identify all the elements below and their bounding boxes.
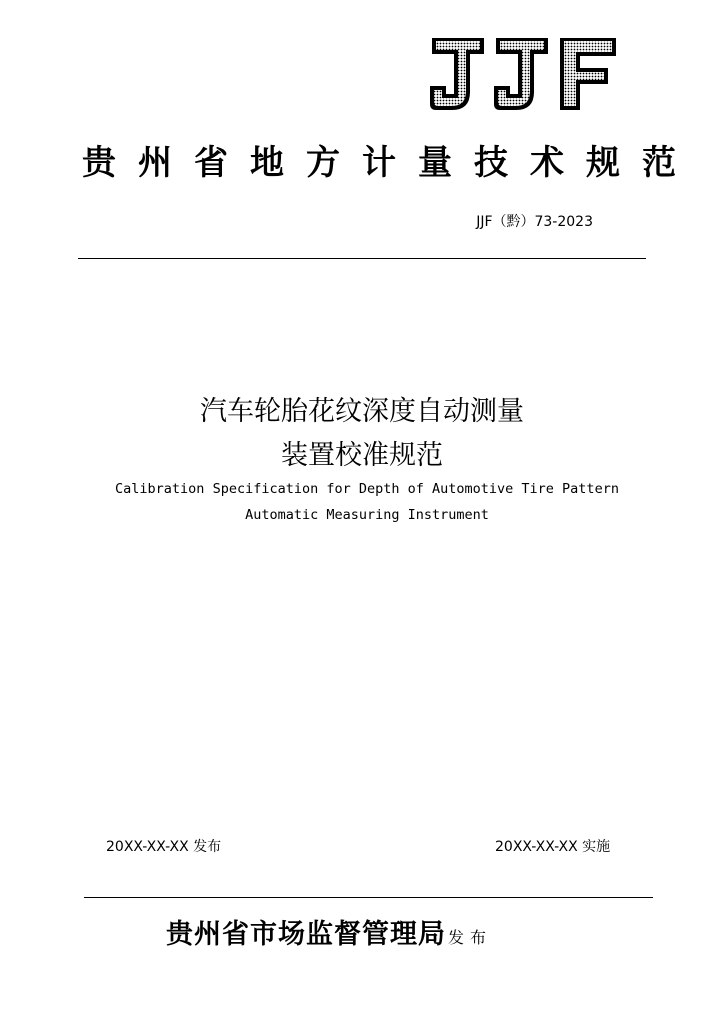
bottom-divider (84, 897, 653, 898)
document-number: JJF（黔）73-2023 (476, 214, 593, 230)
top-divider (78, 258, 646, 259)
logo-letter-j-1 (430, 38, 484, 110)
chinese-title-line-1: 汽车轮胎花纹深度自动测量 (200, 396, 524, 427)
implementation-date: 20XX-XX-XX 实施 (495, 839, 611, 855)
logo-letter-f (560, 38, 616, 110)
logo-letter-j-2 (494, 38, 548, 110)
publish-date: 20XX-XX-XX 发布 (106, 839, 222, 855)
series-title: 贵州省地方计量技术规范 (82, 143, 698, 183)
issuer-line (166, 912, 492, 951)
english-title-line-2: Automatic Measuring Instrument (245, 507, 489, 523)
issuer-suffix: 发布 (448, 928, 493, 947)
issuer-name: 贵州省市场监督管理局 (166, 919, 446, 950)
english-title-line-1: Calibration Specification for Depth of Automotive Tire Pattern (115, 481, 619, 497)
jjf-logo (430, 36, 616, 114)
chinese-title-line-2: 装置校准规范 (281, 440, 443, 471)
